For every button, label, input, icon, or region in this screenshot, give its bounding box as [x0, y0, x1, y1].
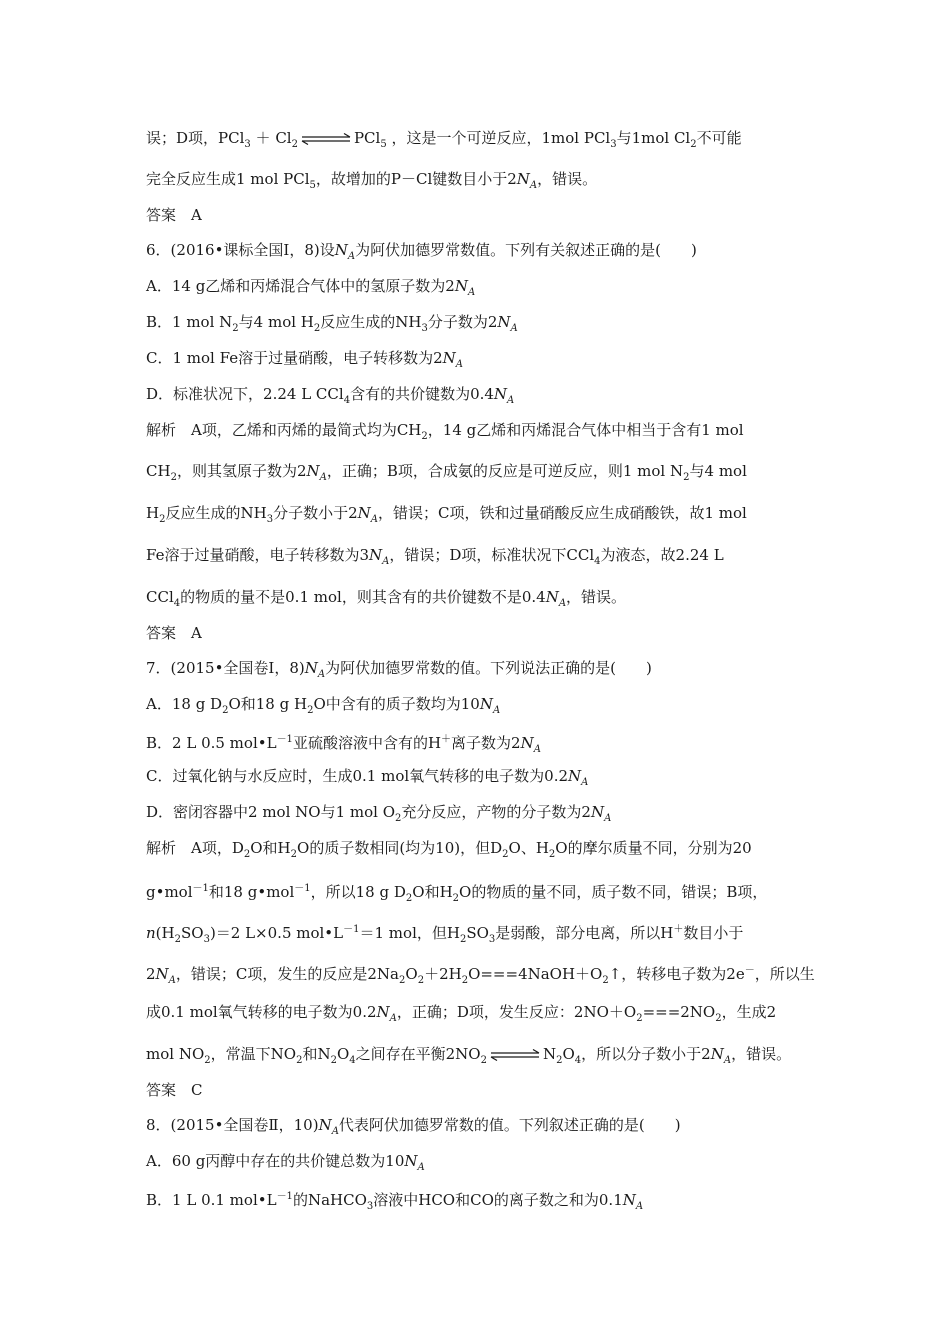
- text-segment: g•mol: [146, 883, 193, 901]
- text-segment: 4: [349, 1055, 356, 1066]
- text-segment: N: [590, 803, 605, 821]
- text-segment: 2: [405, 893, 413, 904]
- text-segment: 2: [232, 323, 239, 334]
- text-segment: A: [370, 514, 378, 525]
- text-segment: 2: [683, 472, 690, 483]
- text-segment: ，正确；D项，发生反应：2NO＋O: [396, 1003, 637, 1021]
- text-segment: N: [479, 695, 493, 713]
- text-segment: 7．(2015•全国卷Ⅰ，8): [146, 659, 305, 677]
- text-segment: SO: [466, 924, 489, 942]
- text-segment: 数目小于: [683, 924, 744, 942]
- text-line: [146, 503, 747, 530]
- text-segment: O和H: [250, 839, 291, 857]
- text-line: [146, 240, 697, 267]
- text-segment: 解析 A项，乙烯和丙烯的最简式均为CH: [146, 421, 422, 439]
- text-segment: N: [520, 734, 534, 752]
- text-segment: ，错误。: [537, 170, 598, 188]
- text-segment: 3: [488, 934, 496, 945]
- text-segment: 2: [291, 139, 298, 150]
- text-segment: 3: [203, 934, 210, 945]
- text-line: [146, 623, 202, 643]
- text-segment: 2: [399, 975, 406, 986]
- text-segment: N: [493, 385, 508, 403]
- text-line: [146, 766, 588, 793]
- text-segment: O中含有的质子数均为10: [313, 695, 480, 713]
- text-segment: (H: [155, 924, 175, 942]
- text-line: [146, 802, 611, 829]
- text-segment: 2: [290, 849, 298, 860]
- text-segment: ，常温下NO: [210, 1045, 297, 1063]
- text-segment: N: [404, 1152, 418, 1170]
- text-segment: SO: [180, 924, 204, 942]
- text-segment: 2: [159, 514, 166, 525]
- text-segment: O: [336, 1045, 350, 1063]
- text-segment: 与4 mol: [689, 462, 747, 480]
- text-segment: A: [510, 323, 518, 334]
- text-segment: ＝1 mol，但H: [359, 924, 460, 942]
- text-line: [146, 587, 626, 614]
- text-segment: 代表阿伏加德罗常数的值。下列叙述正确的是( ): [338, 1116, 681, 1134]
- text-segment: 2: [548, 849, 556, 860]
- text-segment: 3: [610, 139, 617, 150]
- text-segment: 完全反应生成1 mol PCl: [146, 170, 310, 188]
- text-line: [146, 1151, 425, 1178]
- text-line: [146, 1115, 681, 1142]
- text-segment: 2: [452, 893, 460, 904]
- text-segment: N: [304, 659, 318, 677]
- text-segment: 2: [690, 139, 697, 150]
- text-segment: CCl: [146, 588, 174, 606]
- text-segment: ＋: [673, 924, 684, 935]
- text-segment: 误；D项，PCl: [146, 129, 245, 147]
- text-line: [146, 461, 747, 488]
- text-segment: 2: [556, 1055, 563, 1066]
- text-segment: O的质子数相同(均为10)，但D: [297, 839, 503, 857]
- text-segment: 2: [296, 1055, 303, 1066]
- text-segment: 不可能: [696, 129, 742, 147]
- text-segment: 3: [244, 139, 251, 150]
- text-segment: N: [516, 170, 530, 188]
- text-segment: N: [542, 1045, 557, 1063]
- text-segment: 2: [602, 975, 609, 986]
- text-segment: N: [568, 767, 582, 785]
- text-segment: 2: [417, 975, 425, 986]
- text-segment: N: [497, 313, 511, 331]
- text-segment: 含有的共价键数为0.4: [350, 385, 494, 403]
- text-line: [146, 838, 752, 865]
- text-segment: 和18 g•mol: [208, 883, 295, 901]
- text-segment: A: [558, 598, 567, 609]
- text-segment: 2: [636, 1013, 643, 1024]
- text-segment: 6．(2016•课标全国Ⅰ，8)设: [146, 241, 335, 259]
- text-line: [146, 348, 463, 375]
- text-segment: A: [168, 975, 176, 986]
- text-segment: 溶液中HCO和CO的离子数之和为0.1: [373, 1191, 623, 1209]
- text-segment: N: [622, 1191, 636, 1209]
- text-segment: 为阿伏加德罗常数的值。下列说法正确的是( ): [325, 659, 652, 677]
- text-segment: N: [454, 277, 468, 295]
- text-segment: A: [581, 777, 589, 788]
- text-segment: ，错误；C项，发生的反应是2Na: [175, 965, 399, 983]
- text-segment: A: [455, 359, 463, 370]
- text-segment: 反应生成的NH: [320, 313, 422, 331]
- text-segment: C．过氧化钠与水反应时，生成0.1 mol氧气转移的电子数为0.2: [146, 767, 569, 785]
- text-segment: A: [723, 1055, 732, 1066]
- text-segment: ，这是一个可逆反应，1mol PCl: [386, 129, 611, 147]
- text-segment: 3: [366, 1201, 374, 1212]
- text-segment: A: [319, 472, 327, 483]
- text-segment: H: [146, 504, 160, 522]
- text-segment: N: [369, 546, 383, 564]
- text-segment: A: [389, 1013, 397, 1024]
- text-segment: 分子数小于2: [273, 504, 358, 522]
- text-segment: ，故增加的P－Cl键数目小于2: [315, 170, 517, 188]
- text-line: [146, 730, 541, 760]
- text-segment: 2: [313, 323, 321, 334]
- text-segment: ＋2H: [424, 965, 462, 983]
- text-line: [146, 384, 514, 411]
- text-segment: ，正确；B项，合成氨的反应是可逆反应，则1 mol N: [326, 462, 684, 480]
- text-line: [146, 1002, 776, 1029]
- text-segment: A: [507, 395, 515, 406]
- text-segment: A．60 g丙醇中存在的共价键总数为10: [146, 1152, 405, 1170]
- text-segment: A: [467, 287, 476, 298]
- text-segment: C．1 mol Fe溶于过量硝酸，电子转移数为2: [146, 349, 443, 367]
- text-line: [146, 205, 202, 225]
- text-segment: n: [146, 924, 156, 942]
- text-segment: 的NaHCO: [292, 1191, 367, 1209]
- equilibrium-arrow-icon: [300, 133, 352, 145]
- text-segment: 2: [174, 934, 181, 945]
- text-segment: mol NO: [146, 1045, 205, 1063]
- text-segment: ＋ Cl: [250, 129, 292, 147]
- text-line: [146, 1187, 643, 1217]
- text-segment: 分子数为2: [427, 313, 498, 331]
- text-line: [146, 276, 475, 303]
- text-segment: ，错误；D项，标准状况下CCl: [389, 546, 595, 564]
- text-segment: 的物质的量不是0.1 mol，则其含有的共价键数不是0.4: [180, 588, 546, 606]
- text-segment: 2: [330, 1055, 337, 1066]
- text-segment: A: [317, 669, 326, 680]
- text-segment: N: [545, 588, 559, 606]
- text-segment: 充分反应，产物的分子数为2: [401, 803, 591, 821]
- text-segment: －1: [276, 734, 293, 745]
- text-line: [146, 961, 815, 991]
- text-segment: ＋: [441, 734, 452, 745]
- text-segment: 2: [715, 1013, 722, 1024]
- text-segment: －1: [276, 1191, 293, 1202]
- text-line: [146, 420, 744, 447]
- text-line: [146, 312, 518, 339]
- text-segment: A．18 g D: [146, 695, 223, 713]
- text-segment: －: [744, 965, 755, 976]
- text-segment: B．1 L 0.1 mol•L: [146, 1191, 277, 1209]
- text-segment: B．1 mol N: [146, 313, 233, 331]
- text-segment: 5: [380, 139, 387, 150]
- text-segment: O: [562, 1045, 575, 1063]
- text-segment: 4: [343, 395, 351, 406]
- text-segment: CH: [146, 462, 171, 480]
- text-segment: O: [405, 965, 418, 983]
- text-segment: 3: [266, 514, 274, 525]
- text-segment: ，错误。: [566, 588, 627, 606]
- equilibrium-arrow-icon: [489, 1049, 541, 1061]
- text-segment: N: [376, 1003, 390, 1021]
- text-segment: 2: [480, 1055, 487, 1066]
- text-segment: 答案 A: [146, 206, 202, 224]
- text-segment: N: [334, 241, 348, 259]
- text-segment: B．2 L 0.5 mol•L: [146, 734, 277, 752]
- text-line: [146, 1080, 202, 1100]
- text-segment: 2: [222, 705, 229, 716]
- text-segment: N: [155, 965, 169, 983]
- text-segment: ，所以生: [754, 965, 815, 983]
- text-line: [146, 694, 500, 721]
- text-segment: Fe溶于过量硝酸，电子转移数为3: [146, 546, 370, 564]
- text-segment: )＝2 L×0.5 mol•L: [209, 924, 344, 942]
- text-line: [146, 545, 724, 572]
- text-segment: N: [710, 1045, 724, 1063]
- text-segment: 5: [309, 180, 316, 191]
- text-segment: ，则其氢原子数为2: [176, 462, 307, 480]
- text-segment: PCl: [353, 129, 381, 147]
- text-segment: A: [417, 1162, 425, 1173]
- text-segment: A: [533, 744, 541, 755]
- text-segment: ，所以分子数小于2: [581, 1045, 711, 1063]
- text-segment: 2: [421, 431, 428, 442]
- text-segment: 答案 A: [146, 624, 202, 642]
- text-segment: 2: [307, 705, 314, 716]
- text-segment: 为液态，故2.24 L: [600, 546, 724, 564]
- text-segment: O的物质的量不同，质子数不同，错误；B项，: [459, 883, 768, 901]
- text-segment: ，错误；C项，铁和过量硝酸反应生成硝酸铁，故1 mol: [377, 504, 747, 522]
- text-segment: 8．(2015•全国卷Ⅱ，10): [146, 1116, 319, 1134]
- text-segment: N: [318, 1116, 332, 1134]
- text-line: [146, 1044, 791, 1071]
- text-segment: 2: [170, 472, 177, 483]
- text-segment: 反应生成的NH: [165, 504, 267, 522]
- text-segment: 4: [574, 1055, 582, 1066]
- text-segment: 之间存在平衡2NO: [355, 1045, 481, 1063]
- text-line: [146, 658, 652, 685]
- text-segment: ，所以18 g D: [310, 883, 406, 901]
- text-line: [146, 128, 742, 155]
- text-segment: 4: [594, 556, 601, 567]
- text-segment: 亚硫酸溶液中含有的H: [292, 734, 442, 752]
- text-segment: 解析 A项，D: [146, 839, 244, 857]
- text-segment: N: [357, 504, 371, 522]
- text-segment: －1: [343, 924, 360, 935]
- text-line: [146, 169, 597, 196]
- text-segment: 是弱酸，部分电离，所以H: [495, 924, 674, 942]
- text-segment: 2: [461, 975, 469, 986]
- text-segment: ，生成2: [721, 1003, 777, 1021]
- text-segment: 与4 mol H: [238, 313, 314, 331]
- text-segment: 离子数为2: [451, 734, 521, 752]
- text-segment: 成0.1 mol氧气转移的电子数为0.2: [146, 1003, 377, 1021]
- text-segment: ↑，转移电子数为2e: [608, 965, 745, 983]
- text-segment: N: [306, 462, 320, 480]
- text-segment: 3: [421, 323, 428, 334]
- text-line: [146, 920, 743, 950]
- text-segment: A: [492, 705, 501, 716]
- text-segment: ===2NO: [642, 1003, 716, 1021]
- text-segment: A: [347, 251, 356, 262]
- text-segment: A: [382, 556, 390, 567]
- text-segment: 2: [459, 934, 467, 945]
- text-segment: ，错误。: [731, 1045, 792, 1063]
- text-segment: 2: [243, 849, 251, 860]
- text-segment: O和18 g H: [228, 695, 308, 713]
- text-segment: A: [529, 180, 538, 191]
- text-segment: D．密闭容器中2 mol NO与1 mol O: [146, 803, 396, 821]
- text-segment: 2: [502, 849, 509, 860]
- text-segment: A: [331, 1126, 339, 1137]
- text-segment: －1: [192, 883, 209, 894]
- text-segment: 2: [204, 1055, 211, 1066]
- text-segment: N: [442, 349, 456, 367]
- text-segment: 为阿伏加德罗常数值。下列有关叙述正确的是( ): [355, 241, 697, 259]
- text-segment: 2: [395, 813, 402, 824]
- text-segment: 和N: [302, 1045, 331, 1063]
- text-segment: －1: [294, 883, 311, 894]
- text-segment: O和H: [412, 883, 453, 901]
- text-segment: 与1mol Cl: [616, 129, 691, 147]
- text-segment: O的摩尔质量不同，分别为20: [555, 839, 752, 857]
- text-segment: A．14 g乙烯和丙烯混合气体中的氢原子数为2: [146, 277, 455, 295]
- text-line: [146, 879, 767, 909]
- text-segment: A: [604, 813, 612, 824]
- text-segment: ，14 g乙烯和丙烯混合气体中相当于含有1 mol: [427, 421, 744, 439]
- text-segment: 2: [146, 965, 156, 983]
- text-segment: 4: [173, 598, 181, 609]
- text-segment: O、H: [508, 839, 549, 857]
- text-segment: D．标准状况下，2.24 L CCl: [146, 385, 344, 403]
- text-segment: O===4NaOH＋O: [468, 965, 603, 983]
- text-segment: A: [635, 1201, 644, 1212]
- text-segment: 答案 C: [146, 1081, 203, 1099]
